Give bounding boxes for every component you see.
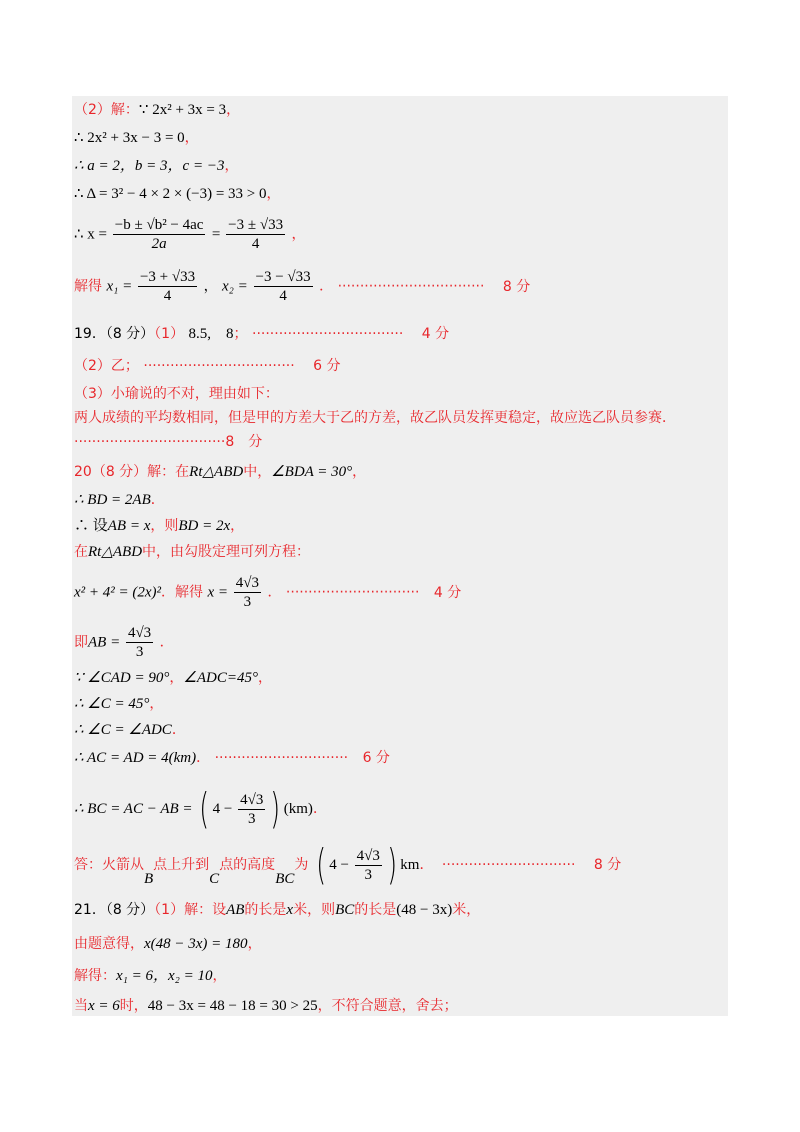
line-q21-intro: 21．（8 分）（1）解：设AB的长是x米，则BC的长是(48 − 3x)米， [74, 902, 481, 918]
line-q21-roots: 解得：x₁ = 6，x₂ = 10， [74, 968, 227, 984]
line-bc-value: ∴ BC = AC − AB = ( 4 − $\frac{4√3}{3}$ ) (km)． [74, 784, 327, 833]
fraction: $\frac{4√3}{3}$ [240, 791, 264, 827]
line-q19-reason: 两人成绩的平均数相同，但是甲的方差大于乙的方差，故乙队员发挥更稳定，故应选乙队员参赛． [74, 410, 676, 426]
fraction: $\frac{-3 + √33}{4}$ [139, 269, 196, 304]
score-mark: 4 分 [433, 584, 462, 601]
line-q20-intro: 20（8 分）解：在Rt△ABD中，∠BDA = 30°， [74, 464, 367, 480]
line-angle-equal: ∴ ∠C = ∠ADC． [74, 722, 186, 738]
line-q19-part1: 19．（8 分）（1） 8.5, 8； ·································· 4 分 [74, 326, 450, 342]
line-q20-answer: 答：火箭从B点上升到C点的高度BC为 ( 4 − $\frac{4√3}{3}$ ) km． ······························ 8 分 [74, 840, 622, 889]
line-coefficients: ∴ a = 2，b = 3，c = −3， [74, 158, 239, 174]
line-pythagoras: 在Rt△ABD中，由勾股定理可列方程： [74, 544, 311, 560]
line-ab-value: 即AB = $\frac{4√3}{3}$ ． [74, 625, 174, 660]
fraction: $\frac{4√3}{3}$ [127, 625, 152, 660]
score-mark: 8 分 [593, 857, 622, 873]
line-q19-part2: （2）乙； ·································· 6 分 [74, 358, 341, 374]
line-q19-score: ··································8 分 [74, 434, 263, 450]
line-ac-ad: ∴ AC = AD = 4(km)． ······························ 6 分 [74, 750, 390, 766]
score-mark: 8 分 [225, 434, 263, 450]
fraction: $\frac{-3 - √33}{4}$ [255, 269, 311, 304]
line-angles-given: ∵ ∠CAD = 90°，∠ADC=45°， [74, 670, 272, 686]
line-2-solution: （2）解：∵ 2x² + 3x = 3， [74, 102, 241, 118]
score-mark: 8 分 [502, 278, 531, 295]
line-let-ab-x: ∴ 设AB = x，则BD = 2x， [74, 518, 245, 534]
line-discriminant: ∴ Δ = 3² − 4 × 2 × (−3) = 33 > 0， [74, 186, 281, 202]
line-q21-check: 当x = 6时，48 − 3x = 48 − 18 = 30 > 25，不符合题意，舍去； [74, 998, 458, 1014]
score-mark: 6 分 [362, 750, 390, 766]
score-mark: 6 分 [313, 358, 341, 374]
fraction: $\frac{4√3}{3}$ [235, 575, 260, 610]
line-equation-standard-form: ∴ 2x² + 3x − 3 = 0， [74, 130, 199, 146]
fraction: $\frac{\text{−b ± √b² − 4ac}}{2a}$ [114, 217, 204, 252]
score-mark: 4 分 [421, 326, 450, 342]
line-angle-c: ∴ ∠C = 45°， [74, 696, 164, 712]
line-roots: 解得 x₁ = $\frac{-3 + √33}{4}$ ， x₂ = $\frac{-3 - √33}{4}$ ． ································· 8 分 [74, 269, 531, 304]
line-equation-solve: x² + 4² = (2x)²．解得 x = $\frac{4√3}{3}$ ． ······························ 4 分 [74, 575, 462, 610]
fraction: $\frac{-3 \pm √33}{4}$ [228, 217, 284, 252]
line-q19-part3: （3）小瑜说的不对，理由如下： [74, 386, 279, 402]
line-bd-2ab: ∴ BD = 2AB． [74, 492, 165, 508]
fraction: $\frac{4√3}{3}$ [356, 847, 380, 883]
line-q21-equation: 由题意得，x(48 − 3x) = 180， [74, 936, 262, 952]
line-quadratic-formula: ∴ x = $\frac{\text{−b ± √b² − 4ac}}{2a}$ = $\frac{-3 \pm √33}{4}$ ， [74, 217, 306, 252]
